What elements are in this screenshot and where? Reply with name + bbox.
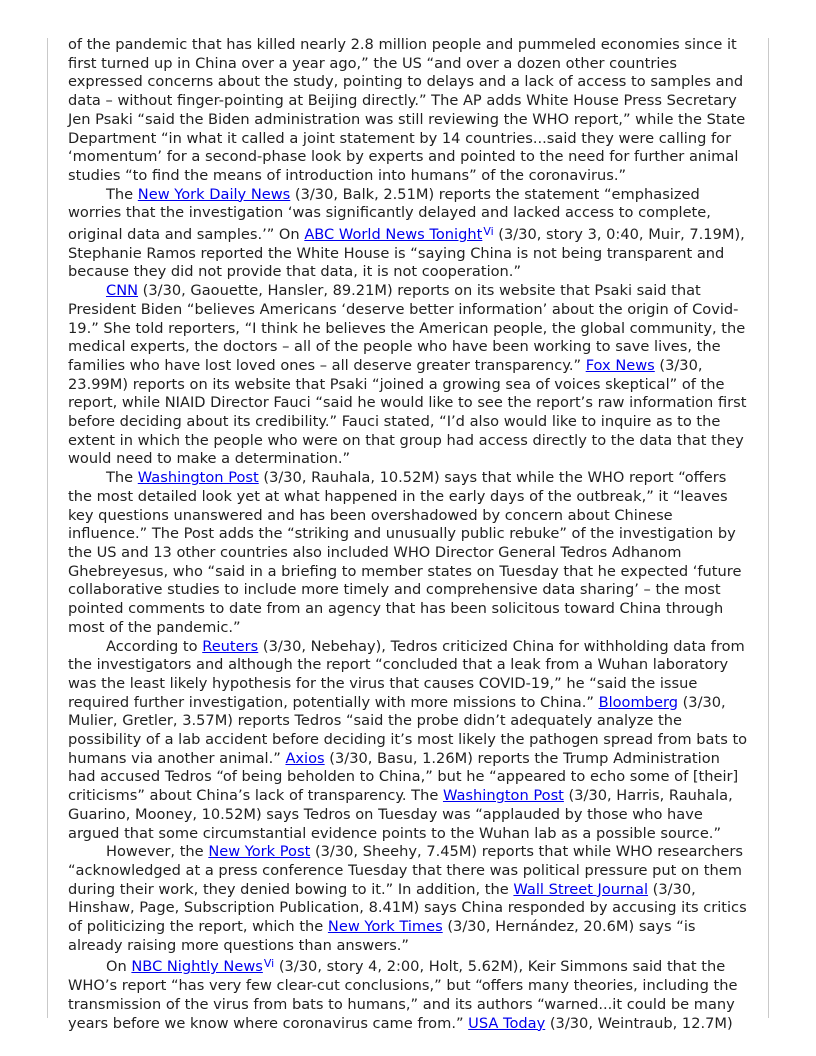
paragraph-text: (3/30, story 3, 0:40, Muir, 7.19M), Stephanie Ramos reported the White House is “saying China is not being transparent and because they did not provide that data, it is not cooperation.”: [68, 226, 745, 281]
source-link[interactable]: New York Post: [208, 843, 311, 861]
paragraph-text: (3/30, Hinshaw, Page, Subscription Publication, 8.41M) says China responded by accusing its critics of politicizing the report, which the: [68, 880, 747, 936]
source-link[interactable]: Axios: [285, 749, 325, 767]
paragraph-text: of the pandemic that has killed nearly 2.8 million people and pummeled economies since it first turned up in China over a year ago,” the US “and over a dozen other countries expressed concerns about the study, pointing to delays and a lack of access to samples and data – without finger-pointing at Beijing directly.” The AP adds White House Press Secretary Jen Psaki “said the Biden administration was still reviewing the WHO report,” while the State Department “in what it called a joint statement by 14 countries...said they were calling for ‘momentum’ for a second-phase look by experts and pointed to the need for further animal studies “to find the means of introduction into humans” of the coronavirus.”: [68, 36, 746, 184]
paragraph-text: (3/30, Gaouette, Hansler, 89.21M) reports on its website that Psaki said that President Biden “believes Americans ‘deserve better information’ about the origin of Covid-19.” She told reporters, “I think he believes the American people, the global community, the medical experts, the doctors – all of the people who have been working to save lives, the families who have lost loved ones – all deserve greater transparency.”: [68, 282, 746, 374]
paragraph-text: On: [106, 958, 132, 976]
paragraph-text: (3/30, 23.99M) reports on its website that Psaki “joined a growing sea of voices skeptical” of the report, while NIAID Director Fauci “said he would like to see the report’s raw information first before deciding about its credibility.” Fauci stated, “I’d also would like to inquire as to the extent in which the people who were on that group had access directly to the data that they would need to make a determination.”: [68, 356, 747, 468]
video-icon[interactable]: Vi: [483, 225, 494, 239]
body-paragraph: [68, 955, 748, 1033]
left-margin-rule: [47, 38, 48, 1018]
source-link[interactable]: USA Today: [468, 1014, 546, 1032]
body-paragraph: [68, 186, 748, 283]
paragraph-text: (3/30, Hernández, 20.6M) says “is already raising more questions than answers.”: [68, 918, 696, 954]
body-paragraph: [68, 843, 748, 955]
video-icon[interactable]: Vi: [263, 957, 275, 971]
source-link[interactable]: NBC Nightly News: [131, 958, 263, 976]
paragraph-text: (3/30, story 4, 2:00, Holt, 5.62M), Keir Simmons said that the WHO’s report “has very few clear-cut conclusions,” but “offers many theories, including the transmission of the virus from bats to humans,” and its authors “warned...it could be many years before we know where coronavirus came from.”: [68, 958, 738, 1032]
paragraph-text: (3/30, Sheehy, 7.45M) reports that while WHO researchers “acknowledged at a press conference Tuesday that there was political pressure put on them during their work, they denied bowing to it.” In addition, the: [68, 843, 743, 898]
source-link[interactable]: Washington Post: [442, 787, 564, 805]
source-link[interactable]: Wall Street Journal: [513, 880, 649, 898]
document-page: [68, 36, 748, 1033]
source-link[interactable]: Bloomberg: [598, 693, 678, 711]
paragraph-text: However, the: [106, 843, 209, 861]
paragraph-text: The: [106, 469, 138, 487]
source-link[interactable]: Fox News: [585, 356, 655, 374]
paragraph-text: (3/30, Balk, 2.51M) reports the statement “emphasized worries that the investigation ‘was significantly delayed and lacked access to complete, original data and samples.’” On: [68, 185, 711, 244]
paragraph-text: (3/30, Weintraub, 12.7M): [545, 1014, 733, 1032]
source-link[interactable]: Washington Post: [137, 469, 259, 487]
body-paragraph: [68, 638, 748, 844]
paragraph-text: (3/30, Mulier, Gretler, 3.57M) reports Tedros “said the probe didn’t adequately analyze the possibility of a lab accident before deciding it’s most likely the pathogen spread from bats to humans via another animal.”: [68, 693, 748, 767]
paragraph-text: (3/30, Harris, Rauhala, Guarino, Mooney, 10.52M) says Tedros on Tuesday was “applauded by those who have argued that some circumstantial evidence points to the Wuhan lab as a possible source.”: [68, 787, 733, 842]
source-link[interactable]: CNN: [106, 282, 139, 300]
paragraph-text: According to: [106, 637, 203, 655]
body-paragraph: [68, 36, 748, 186]
body-paragraph: [68, 282, 748, 469]
paragraph-text: (3/30, Nebehay), Tedros criticized China for withholding data from the investigators and although the report “concluded that a leak from a Wuhan laboratory was the least likely hypothesis for the virus that causes COVID-19,” he “said the issue required further investigation, potentially with more missions to China.”: [68, 637, 745, 711]
source-link[interactable]: ABC World News Tonight: [304, 226, 483, 244]
body-paragraph: [68, 469, 748, 637]
source-link[interactable]: New York Times: [327, 918, 443, 936]
paragraph-text: (3/30, Basu, 1.26M) reports the Trump Administration had accused Tedros “of being beholden to China,” but he “appeared to echo some of [their] criticisms” about China’s lack of transparency. The: [68, 749, 739, 805]
source-link[interactable]: Reuters: [202, 637, 259, 655]
paragraph-text: The: [106, 185, 138, 203]
right-margin-rule: [768, 38, 769, 1018]
paragraph-text: (3/30, Rauhala, 10.52M) says that while the WHO report “offers the most detailed look yet at what happened in the early days of the outbreak,” it “leaves key questions unanswered and has been overshadowed by concern about Chinese influence.” The Post adds the “striking and unusually public rebuke” of the investigation by the US and 13 other countries also included WHO Director General Tedros Adhanom Ghebreyesus, who “said in a briefing to member states on Tuesday that he expected ‘future collaborative studies to include more timely and comprehensive data sharing’ – the most pointed comments to date from an agency that has been solicitous toward China through most of the pandemic.”: [68, 469, 742, 636]
source-link[interactable]: New York Daily News: [137, 185, 291, 203]
